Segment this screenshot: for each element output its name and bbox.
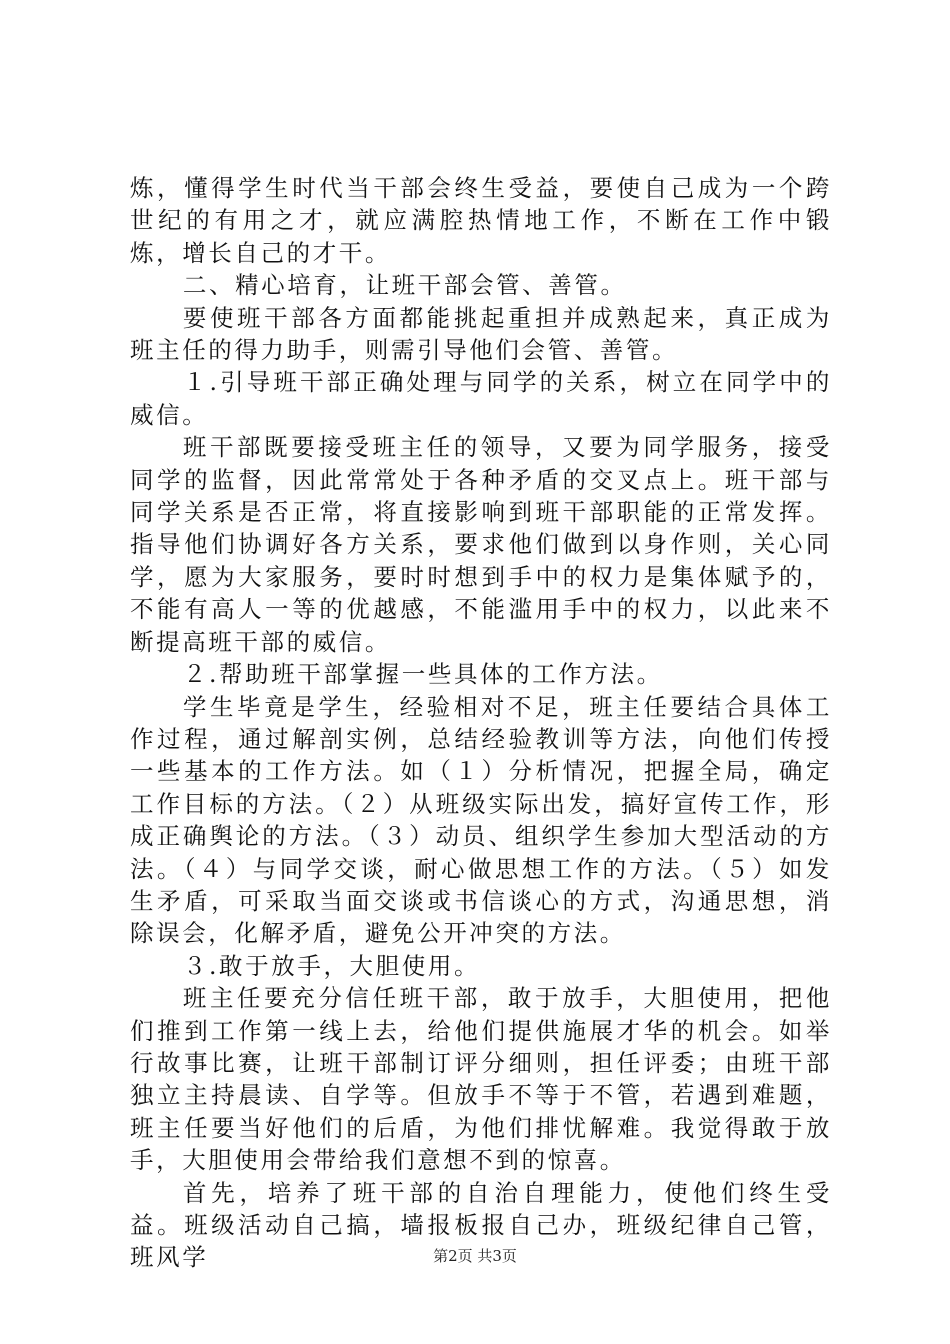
subheading-three: ３.敢于放手，大胆使用。 bbox=[182, 951, 481, 980]
paragraph-continuation: 炼，懂得学生时代当干部会终生受益，要使自己成为一个跨世纪的有用之才，就应满腔热情地工作，不断在工作中锻炼，增长自己的才干。 bbox=[130, 174, 832, 267]
paragraph-relations: 班干部既要接受班主任的领导，又要为同学服务，接受同学的监督，因此常常处于各种矛盾的交叉点上。班干部与同学关系是否正常，将直接影响到班干部职能的正常发挥。指导他们协调好各方关系，要求他们做到以身作则，关心同学，愿为大家服务，要时时想到手中的权力是集体赋予的，不能有高人一等的优越感，不能滥用手中的权力，以此来不断提高班干部的威信。 bbox=[130, 433, 832, 656]
subheading-two: ２.帮助班干部掌握一些具体的工作方法。 bbox=[182, 660, 663, 689]
page-number-footer: 第2页 共3页 bbox=[433, 1247, 517, 1265]
document-body bbox=[130, 172, 832, 1274]
paragraph-methods: 学生毕竟是学生，经验相对不足，班主任要结合具体工作过程，通过解剖实例，总结经验教训等方法，向他们传授一些基本的工作方法。如（１）分析情况，把握全局，确定工作目标的方法。（２）从班级实际出发，搞好宣传工作，形成正确舆论的方法。（３）动员、组织学生参加大型活动的方法。（４）与同学交谈，耐心做思想工作的方法。（５）如发生矛盾，可采取当面交谈或书信谈心的方式，沟通思想，消除误会，化解矛盾，避免公开冲突的方法。 bbox=[130, 692, 832, 948]
paragraph-first: 首先，培养了班干部的自治自理能力，使他们终生受益。班级活动自己搞，墙报板报自己办，班级纪律自己管，班风学 bbox=[130, 1178, 832, 1272]
paragraph-intro: 要使班干部各方面都能挑起重担并成熟起来，真正成为班主任的得力助手，则需引导他们会管、善管。 bbox=[130, 303, 832, 365]
subheading-one: １.引导班干部正确处理与同学的关系，树立在同学中的威信。 bbox=[130, 368, 832, 429]
section-heading-two: 二、精心培育，让班干部会管、善管。 bbox=[182, 271, 627, 300]
paragraph-trust: 班主任要充分信任班干部，敢于放手，大胆使用，把他们推到工作第一线上去，给他们提供施展才华的机会。如举行故事比赛，让班干部制订评分细则，担任评委；由班干部独立主持晨读、自学等。但放手不等于不管，若遇到难题，班主任要当好他们的后盾，为他们排忧解难。我觉得敢于放手，大胆使用会带给我们意想不到的惊喜。 bbox=[130, 984, 832, 1175]
